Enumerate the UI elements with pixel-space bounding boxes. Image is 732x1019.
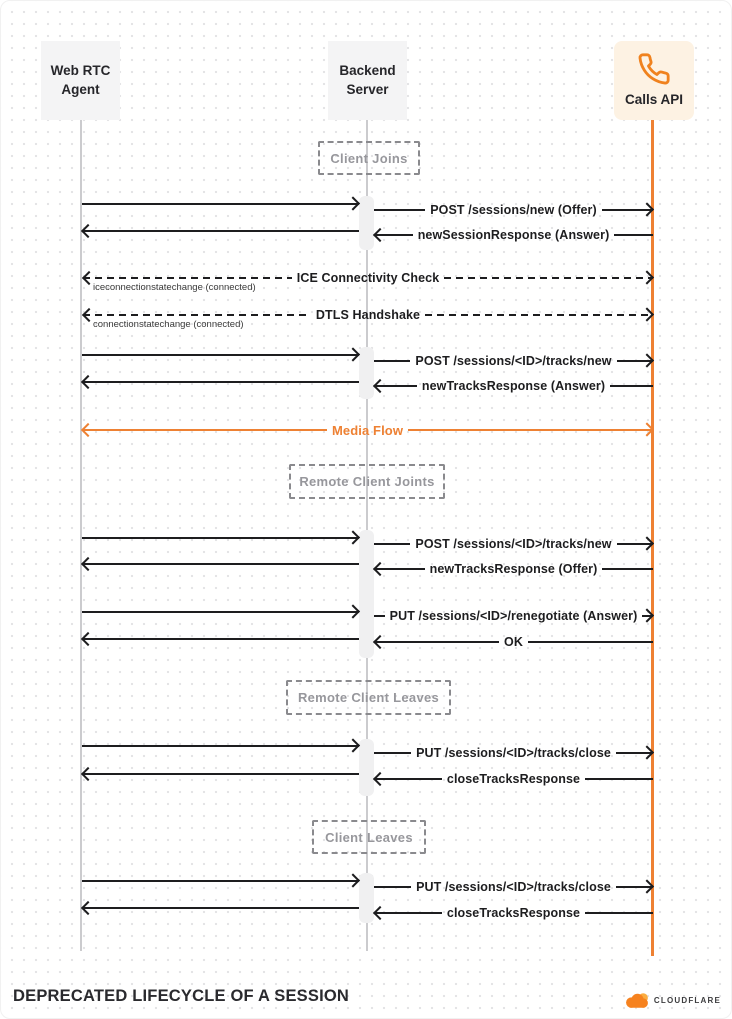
cloudflare-cloud-icon (624, 992, 651, 1009)
message-label: POST /sessions/new (Offer) (430, 203, 597, 217)
message-label: closeTracksResponse (446, 772, 581, 786)
arrow-webrtc-to-backend (82, 604, 359, 620)
arrow-close-tracks-response (374, 905, 653, 921)
actor-calls-api (614, 41, 694, 120)
phase-remote-client-joins (289, 464, 445, 499)
message-label: newTracksResponse (Offer) (429, 562, 598, 576)
arrow-backend-to-webrtc (82, 374, 359, 390)
arrow-put-tracks-close (374, 745, 653, 761)
arrow-backend-to-webrtc (82, 766, 359, 782)
arrow-put-renegotiate (374, 608, 653, 624)
actor-calls-api-label: Calls API (624, 91, 684, 107)
arrow-post-tracks-new (374, 353, 653, 369)
message-label: newSessionResponse (Answer) (417, 228, 610, 242)
phase-client-joins-label: Client Joins (330, 150, 408, 166)
message-label: OK (504, 635, 523, 649)
message-label: ICE Connectivity Check (296, 271, 440, 285)
actor-backend-server (328, 41, 407, 120)
arrow-post-tracks-new (374, 536, 653, 552)
message-label: DTLS Handshake (315, 308, 421, 322)
arrow-post-sessions-new (374, 202, 653, 218)
arrow-new-session-response (374, 227, 653, 243)
actor-backend-server-label: Backend Server (339, 63, 396, 97)
actor-webrtc-agent-label: Web RTC Agent (50, 63, 111, 97)
message-label: newTracksResponse (Answer) (421, 379, 606, 393)
message-label: POST /sessions/<ID>/tracks/new (415, 537, 612, 551)
message-label: Media Flow (331, 422, 404, 438)
arrow-webrtc-to-backend (82, 530, 359, 546)
phase-client-joins (318, 141, 420, 175)
phase-remote-client-leaves-label: Remote Client Leaves (297, 690, 440, 705)
arrow-webrtc-to-backend (82, 347, 359, 363)
activation-bar (359, 347, 374, 399)
message-label: POST /sessions/<ID>/tracks/new (415, 354, 612, 368)
arrow-backend-to-webrtc (82, 556, 359, 572)
phase-remote-client-leaves (286, 680, 451, 715)
activation-bar (359, 739, 374, 796)
arrow-close-tracks-response (374, 771, 653, 787)
arrow-new-tracks-response-answer (374, 378, 653, 394)
phase-remote-client-joins-label: Remote Client Joints (299, 474, 435, 489)
phone-icon (637, 52, 671, 86)
cloudflare-wordmark: CLOUDFLARE (653, 996, 721, 1005)
cloudflare-logo (624, 992, 721, 1009)
message-label: PUT /sessions/<ID>/tracks/close (416, 880, 611, 894)
message-label: PUT /sessions/<ID>/tracks/close (416, 746, 611, 760)
activation-bar (359, 196, 374, 250)
page-title: DEPRECATED LIFECYCLE OF A SESSION (13, 987, 350, 1005)
arrow-ok-response (374, 634, 653, 650)
arrow-webrtc-to-backend (82, 738, 359, 754)
actor-webrtc-agent (41, 41, 120, 120)
arrow-new-tracks-response-offer (374, 561, 653, 577)
arrow-webrtc-to-backend (82, 873, 359, 889)
dtls-event-note: connectionstatechange (connected) (93, 319, 244, 330)
arrow-backend-to-webrtc (82, 223, 359, 239)
message-label: closeTracksResponse (446, 906, 581, 920)
arrow-media-flow (82, 422, 653, 438)
ice-event-note: iceconnectionstatechange (connected) (93, 282, 256, 293)
arrow-webrtc-to-backend (82, 196, 359, 212)
phase-client-leaves (312, 820, 426, 854)
arrow-backend-to-webrtc (82, 900, 359, 916)
activation-bar (359, 530, 374, 658)
arrow-put-tracks-close (374, 879, 653, 895)
arrow-backend-to-webrtc (82, 631, 359, 647)
message-label: PUT /sessions/<ID>/renegotiate (Answer) (389, 609, 638, 623)
activation-bar (359, 873, 374, 923)
phase-client-leaves-label: Client Leaves (325, 829, 413, 845)
